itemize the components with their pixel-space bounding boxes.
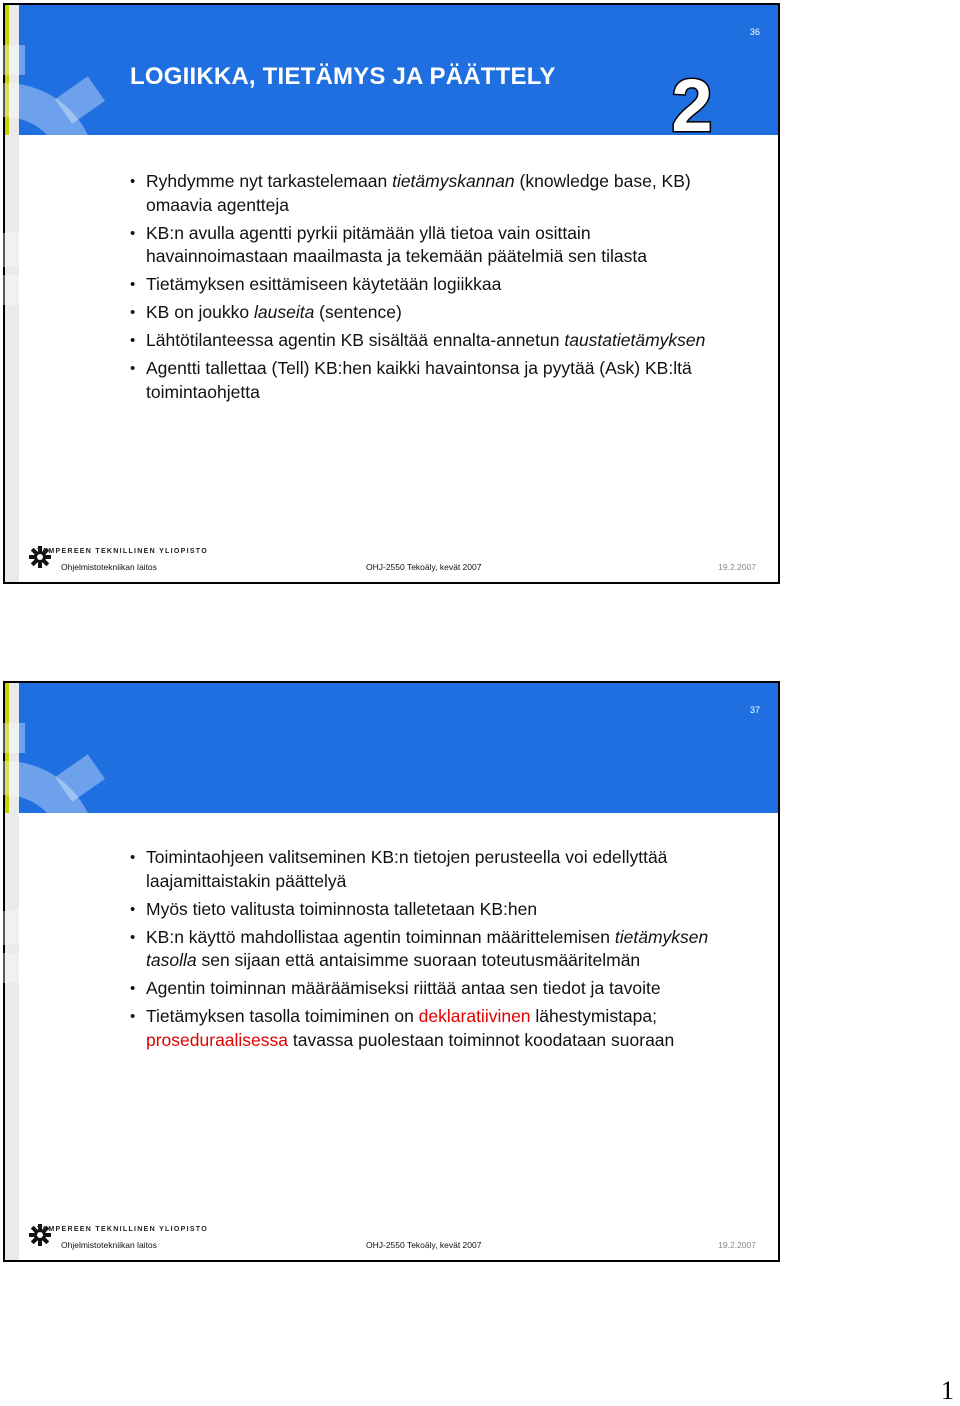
footer-course: OHJ-2550 Tekoäly, kevät 2007 [366,562,482,572]
slide-footer [5,1220,778,1260]
bullet-list [130,846,730,1057]
emphasis-text: tietämyksen tasolla [146,926,709,970]
slide-number: 36 [749,27,760,37]
bullet-item [130,1005,730,1052]
highlight-text: proseduraalisessa [146,1029,289,1050]
slide-number: 37 [749,705,760,715]
bullet-item [130,898,730,922]
slide-title: LOGIIKKA, TIETÄMYS JA PÄÄTTELY [130,63,556,90]
footer-date: 19.2.2007 [718,562,756,572]
bullet-text: Lähtötilanteessa agentin KB sisältää ennalta-annetun [146,330,565,350]
bullet-item [130,222,730,269]
highlight-text: deklaratiivinen [418,1006,531,1026]
footer-course: OHJ-2550 Tekoäly, kevät 2007 [366,1240,482,1250]
footer-department: Ohjelmistotekniikan laitos [61,562,157,572]
section-number-text: 2 [671,64,713,147]
bullet-item [130,926,730,973]
emphasis-text: lauseita [253,302,315,322]
bullet-item [130,273,730,297]
emphasis-text: tietämyskannan [392,171,515,191]
bullet-item [130,977,730,1001]
bullet-text: sen sijaan että antaisimme suoraan toteutusmääritelmän [196,950,641,970]
bullet-item [130,170,730,217]
footer-date: 19.2.2007 [718,1240,756,1250]
bullet-text: Toimintaohjeen valitseminen KB:n tietojen perusteella voi edellyttää laajamittaistakin päättelyä [146,847,668,891]
bullet-text: Myös tieto valitusta toiminnosta talletetaan KB:hen [146,898,538,919]
section-number-graphic [671,64,713,147]
bullet-item [130,301,730,325]
slide-36 [3,3,780,584]
bullet-list [130,170,730,409]
footer-department: Ohjelmistotekniikan laitos [61,1240,157,1250]
bullet-text: Tietämyksen esittämiseen käytetään logiikkaa [146,274,502,294]
bullet-text: Agentti tallettaa (Tell) KB:hen kaikki havaintonsa ja pyytää (Ask) KB:ltä toimintaohjetta [146,358,692,402]
bullet-item [130,329,730,353]
slide-footer [5,542,778,582]
bullet-text: Ryhdymme nyt tarkastelemaan [146,171,393,191]
bullet-text: (sentence) [314,302,402,322]
bullet-text: Agentin toiminnan määräämiseksi riittää antaa sen tiedot ja tavoite [146,978,661,998]
page-number: 1 [941,1376,954,1405]
bullet-item [130,357,730,404]
bullet-text: (knowledge base, KB) omaavia agentteja [146,171,691,215]
emphasis-text: taustatietämyksen [564,330,706,350]
bullet-text: lähestymistapa; [530,1006,657,1026]
university-name: TAMPEREEN TEKNILLINEN YLIOPISTO [37,1226,208,1233]
bullet-text: tavassa puolestaan toiminnot koodataan suoraan [288,1029,675,1050]
bullet-text: KB on joukko [146,302,254,322]
bullet-text: KB:n avulla agentti pyrkii pitämään yllä tietoa vain osittain havainnoimastaan maailmasta ja tekemään päätelmiä sen tilasta [146,222,647,266]
slide-37 [3,681,780,1262]
bullet-text: KB:n käyttö mahdollistaa agentin toiminnan määrittelemisen [146,926,615,947]
gear-icon [0,723,135,983]
university-name: TAMPEREEN TEKNILLINEN YLIOPISTO [37,548,208,555]
bullet-text: Tietämyksen tasolla toimiminen on [146,1006,419,1026]
bullet-item [130,846,730,893]
gear-icon [0,45,135,305]
